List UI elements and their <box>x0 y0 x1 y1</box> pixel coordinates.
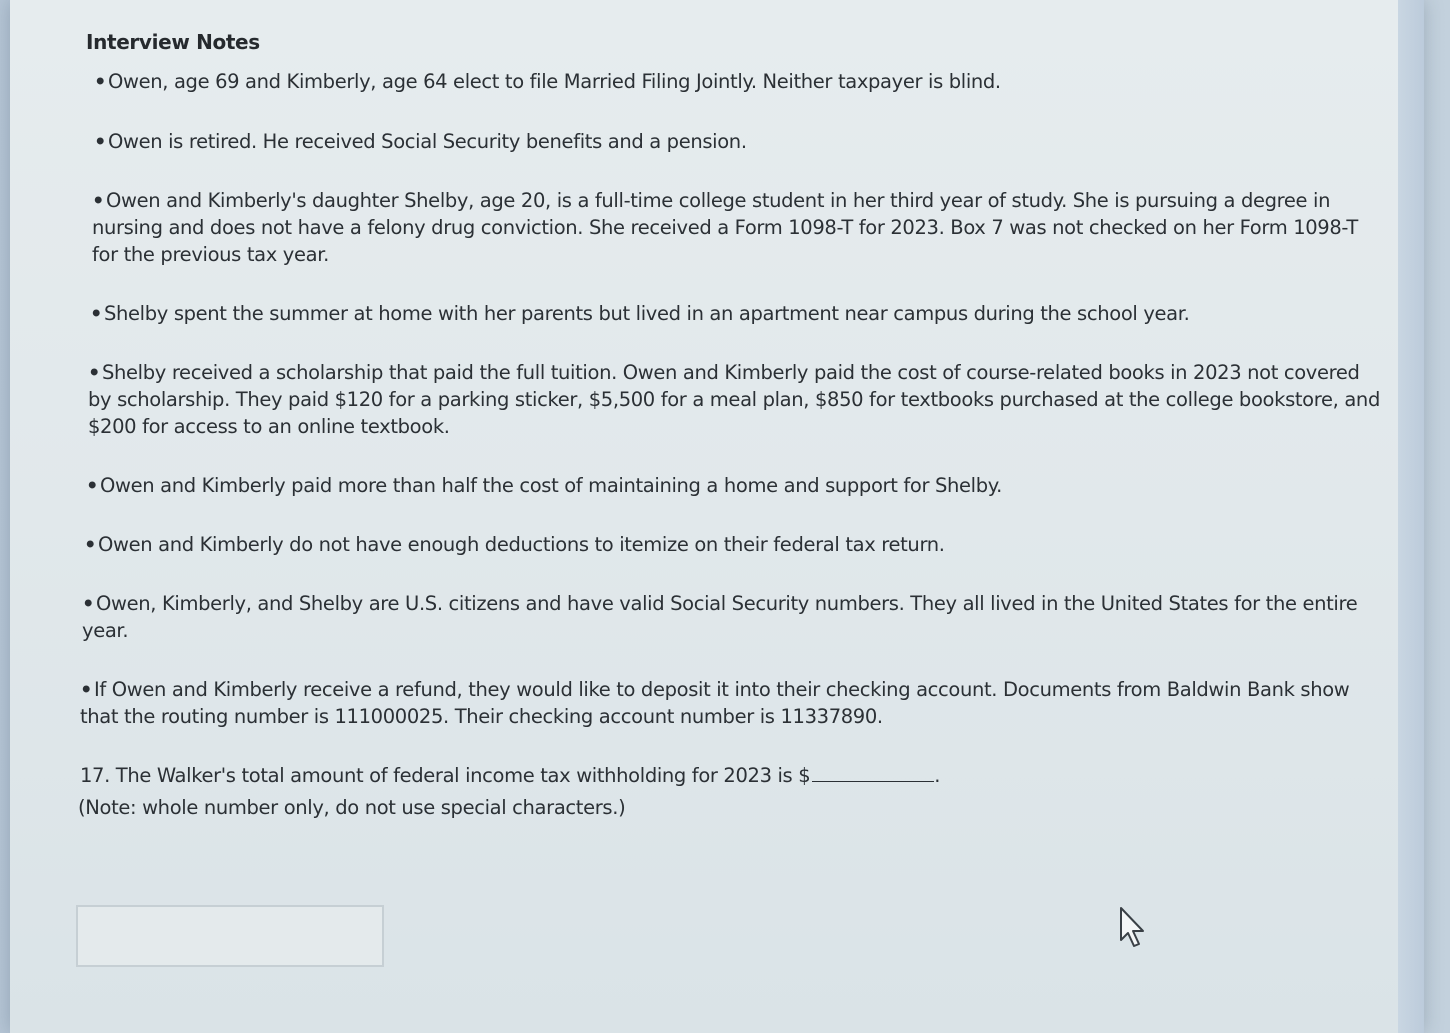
note-text: Owen and Kimberly's daughter Shelby, age 20, is a full-time college student in her third year of study. She is pursuing a degree in nursing and does not have a felony drug conviction. She received a Form 1098-T for 2023. Box 7 was not checked on her Form 1098-T for the previous tax year. <box>92 189 1358 266</box>
question-note: (Note: whole number only, do not use special characters.) <box>78 796 626 819</box>
bullet-icon: • <box>82 592 95 615</box>
note-text: Owen, Kimberly, and Shelby are U.S. citizens and have valid Social Security numbers. They all lived in the United States for the entire year. <box>82 592 1358 642</box>
page-right-edge <box>1398 0 1424 1033</box>
bullet-icon: • <box>86 474 99 497</box>
note-text: Shelby spent the summer at home with her parents but lived in an apartment near campus during the school year. <box>104 302 1190 325</box>
note-text: Owen and Kimberly do not have enough deductions to itemize on their federal tax return. <box>98 533 945 556</box>
note-item <box>82 590 1384 644</box>
note-item <box>90 300 1384 327</box>
bullet-icon: • <box>88 361 101 384</box>
bullet-icon: • <box>94 130 107 153</box>
bullet-icon: • <box>84 533 97 556</box>
note-item <box>94 128 1384 155</box>
question-prompt <box>78 760 1384 792</box>
note-item <box>88 359 1384 440</box>
answer-input[interactable] <box>76 905 384 967</box>
page-title: Interview Notes <box>86 30 260 54</box>
answer-blank-line <box>812 761 934 782</box>
bullet-icon: • <box>92 189 105 212</box>
question-text: 17. The Walker's total amount of federal income tax withholding for 2023 is $ <box>80 764 811 787</box>
bullet-icon: • <box>90 302 103 325</box>
page-surface <box>10 0 1424 1033</box>
mouse-pointer-icon <box>1118 906 1148 950</box>
note-item <box>94 68 1384 95</box>
note-item <box>84 531 1384 558</box>
note-text: Owen is retired. He received Social Security benefits and a pension. <box>108 130 747 153</box>
bullet-icon: • <box>94 70 107 93</box>
question-end: . <box>934 764 941 787</box>
note-text: If Owen and Kimberly receive a refund, they would like to deposit it into their checking account. Documents from Baldwin Bank show that the routing number is 111000025. Their checking account number is 11337890. <box>80 678 1350 728</box>
note-item <box>80 676 1384 730</box>
note-item <box>92 187 1384 268</box>
note-item <box>86 472 1384 499</box>
note-text: Owen, age 69 and Kimberly, age 64 elect to file Married Filing Jointly. Neither taxpayer is blind. <box>108 70 1001 93</box>
question-content <box>74 30 1384 824</box>
note-text: Owen and Kimberly paid more than half the cost of maintaining a home and support for Shelby. <box>100 474 1002 497</box>
bullet-icon: • <box>80 678 93 701</box>
note-text: Shelby received a scholarship that paid the full tuition. Owen and Kimberly paid the cost of course-related books in 2023 not covered by scholarship. They paid $120 for a parking sticker, $5,500 for a meal plan, $850 for textbooks purchased at the college bookstore, and $200 for access to an online textbook. <box>88 361 1380 438</box>
